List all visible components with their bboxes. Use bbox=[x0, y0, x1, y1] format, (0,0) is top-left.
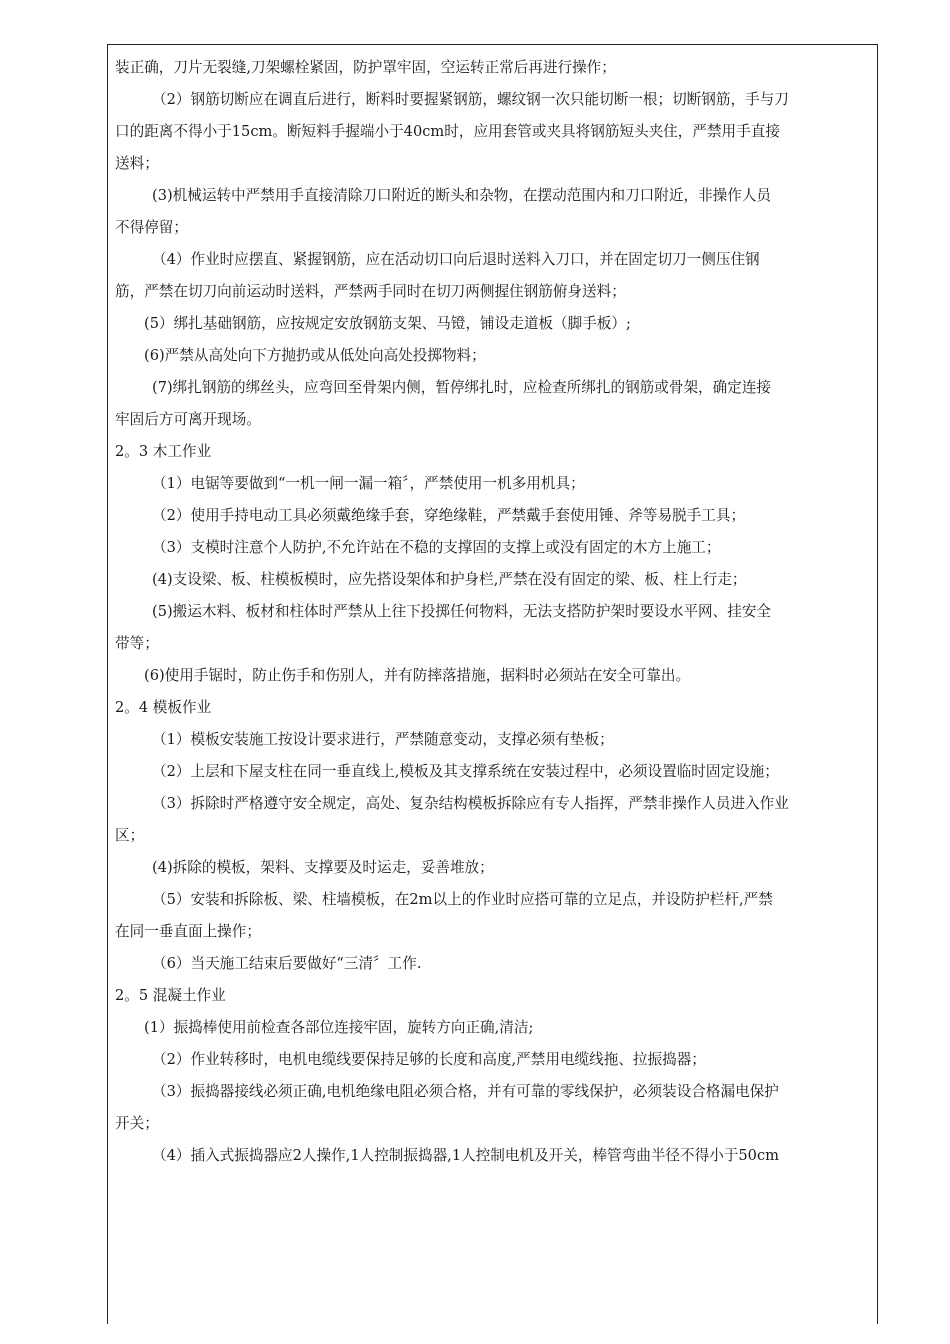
text-line: 送料； bbox=[115, 155, 159, 172]
text-line: 区； bbox=[115, 827, 145, 844]
section-heading: 2。4 模板作业 bbox=[115, 699, 212, 716]
text-line: （2）使用手持电动工具必须戴绝缘手套，穿绝缘鞋，严禁戴手套使用锤、斧等易脱手工具； bbox=[152, 507, 746, 524]
section-heading: 2。5 混凝土作业 bbox=[115, 987, 226, 1004]
text-line: 牢固后方可离开现场。 bbox=[115, 411, 261, 428]
text-line: （3）支模时注意个人防护,不允许站在不稳的支撑固的支撑上或没有固定的木方上施工； bbox=[152, 539, 721, 556]
text-line: （3）拆除时严格遵守安全规定，高处、复杂结构模板拆除应有专人指挥，严禁非操作人员进入作业 bbox=[152, 795, 789, 812]
section-heading: 2。3 木工作业 bbox=[115, 443, 212, 460]
document-body bbox=[115, 52, 871, 1172]
text-line: （2）作业转移时，电机电缆线要保持足够的长度和高度,严禁用电缆线拖、拉振捣器； bbox=[152, 1051, 706, 1068]
text-line: (4)拆除的模板，架料、支撑要及时运走，妥善堆放； bbox=[152, 859, 494, 876]
text-line: (7)绑扎钢筋的绑丝头，应弯回至骨架内侧，暂停绑扎时，应检查所绑扎的钢筋或骨架，确定连接 bbox=[152, 379, 772, 396]
text-line: 带等； bbox=[115, 635, 159, 652]
text-line: （4）作业时应摆直、紧握钢筋，应在活动切口向后退时送料入刀口，并在固定切刀一侧压住钢 bbox=[152, 251, 760, 268]
text-line: （1）模板安装施工按设计要求进行，严禁随意变动，支撑必须有垫板； bbox=[152, 731, 614, 748]
text-line: (1）振捣棒使用前检查各部位连接牢固，旋转方向正确,清洁; bbox=[144, 1019, 534, 1036]
text-line: （1）电锯等要做到“一机一闸一漏一箱〞，严禁使用一机多用机具； bbox=[152, 475, 585, 492]
text-line: （2）上层和下屋支柱在同一垂直线上,模板及其支撑系统在安装过程中，必须设置临时固定设施； bbox=[152, 763, 779, 780]
text-line: 在同一垂直面上操作； bbox=[115, 923, 261, 940]
text-line: 装正确，刀片无裂缝,刀架螺栓紧固，防护罩牢固，空运转正常后再进行操作； bbox=[115, 59, 616, 76]
text-line: (3)机械运转中严禁用手直接清除刀口附近的断头和杂物，在摆动范围内和刀口附近，非操作人员 bbox=[152, 187, 772, 204]
text-line: 开关； bbox=[115, 1115, 159, 1132]
text-line: (5)搬运木料、板材和柱体时严禁从上往下投掷任何物料，无法支搭防护架时要设水平网、挂安全 bbox=[152, 603, 772, 620]
text-line: （6）当天施工结束后要做好“三清〞工作. bbox=[152, 955, 422, 972]
text-line: (4)支设梁、板、柱模板模时，应先搭设架体和护身栏,严禁在没有固定的梁、板、柱上行走； bbox=[152, 571, 747, 588]
text-line: （4）插入式振捣器应2人操作,1人控制振捣器,1人控制电机及开关，棒管弯曲半径不得小于50cm bbox=[152, 1147, 779, 1164]
text-line: （5）安装和拆除板、梁、柱墙模板，在2m以上的作业时应搭可靠的立足点，并设防护栏杆,严禁 bbox=[152, 891, 773, 908]
text-line: 筋，严禁在切刀向前运动时送料，严禁两手同时在切刀两侧握住钢筋俯身送料； bbox=[115, 283, 626, 300]
text-line: (6)严禁从高处向下方抛扔或从低处向高处投掷物料； bbox=[144, 347, 486, 364]
text-line: (5）绑扎基础钢筋，应按规定安放钢筋支架、马镫，铺设走道板（脚手板）; bbox=[144, 315, 631, 332]
text-line: 口的距离不得小于15cm。断短料手握端小于40cm时，应用套管或夹具将钢筋短头夹住，严禁用手直接 bbox=[115, 123, 780, 140]
text-line: 不得停留； bbox=[115, 219, 188, 236]
text-line: （2）钢筋切断应在调直后进行，断料时要握紧钢筋，螺纹钢一次只能切断一根；切断钢筋，手与刀 bbox=[152, 91, 789, 108]
text-line: (6)使用手锯时，防止伤手和伤别人，并有防摔落措施，据料时必须站在安全可靠出。 bbox=[144, 667, 691, 684]
text-line: （3）振捣器接线必须正确,电机绝缘电阻必须合格，并有可靠的零线保护，必须装设合格漏电保护 bbox=[152, 1083, 779, 1100]
